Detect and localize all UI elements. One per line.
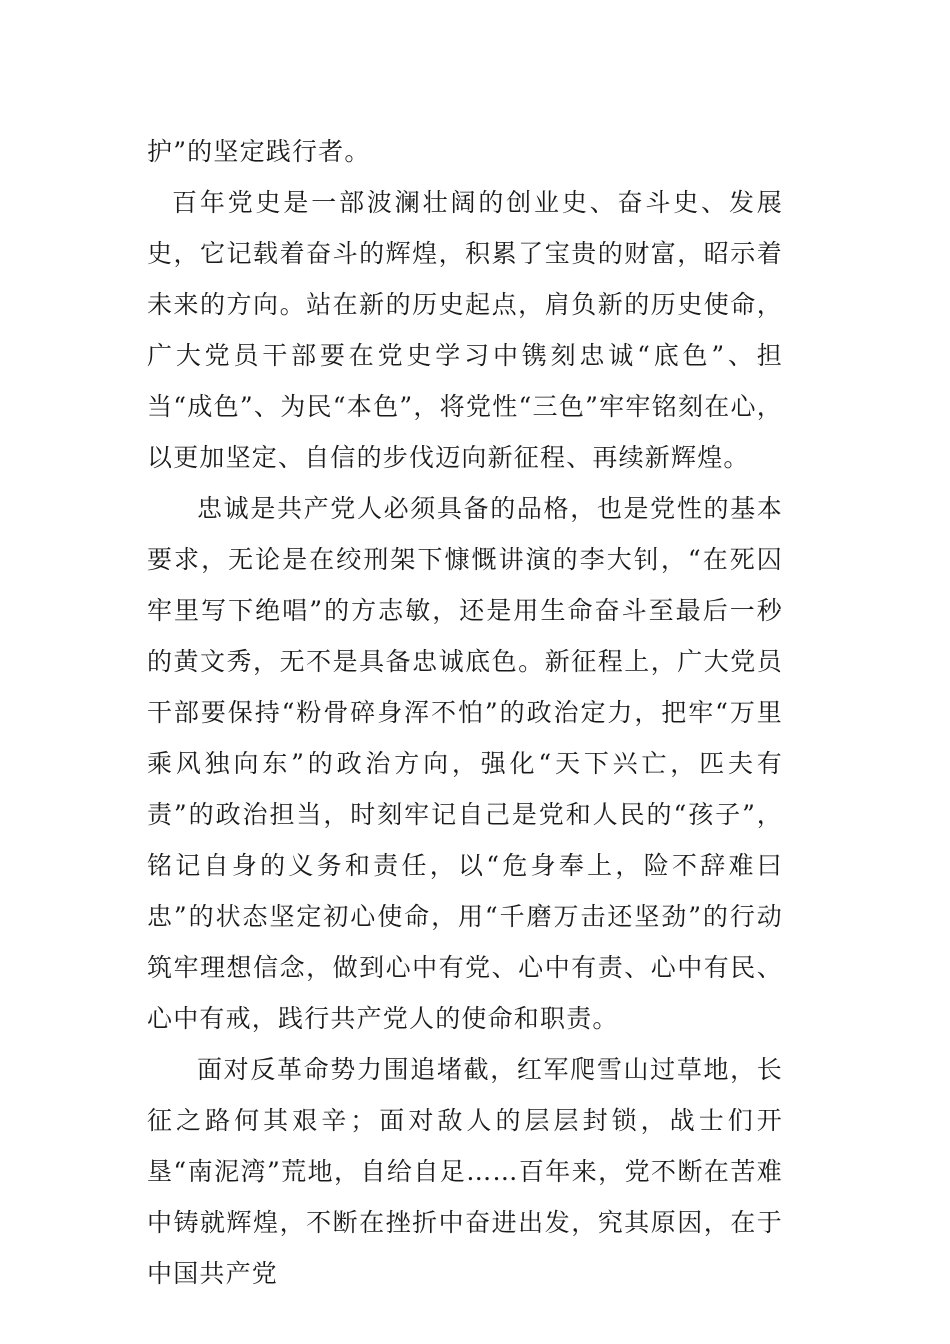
- document-body: [147, 126, 783, 1299]
- paragraph-hardship: 面对反革命势力围追堵截，红军爬雪山过草地，长征之路何其艰辛；面对敌人的层层封锁，战士们开垦“南泥湾”荒地，自给自足……百年来，党不断在苦难中铸就辉煌，不断在挫折中奋进出发，究其原因，在于中国共产党: [147, 1055, 783, 1288]
- paragraph-party-history: 百年党史是一部波澜壮阔的创业史、奋斗史、发展史，它记载着奋斗的辉煌，积累了宝贵的财富，昭示着未来的方向。站在新的历史起点，肩负新的历史使命，广大党员干部要在党史学习中镌刻忠诚“底色”、担当“成色”、为民“本色”，将党性“三色”牢牢铭刻在心，以更加坚定、自信的步伐迈向新征程、再续新辉煌。: [147, 188, 783, 472]
- paragraph-loyalty: 忠诚是共产党人必须具备的品格，也是党性的基本要求，无论是在绞刑架下慷慨讲演的李大钊，“在死囚牢里写下绝唱”的方志敏，还是用生命奋斗至最后一秒的黄文秀，无不是具备忠诚底色。新征程上，广大党员干部要保持“粉骨碎身浑不怕”的政治定力，把牢“万里乘风独向东”的政治方向，强化“天下兴亡，匹夫有责”的政治担当，时刻牢记自己是党和人民的“孩子”，铭记自身的义务和责任，以“危身奉上，险不辞难曰忠”的状态坚定初心使命，用“千磨万击还坚劲”的行动筑牢理想信念，做到心中有党、心中有责、心中有民、心中有戒，践行共产党人的使命和职责。: [147, 494, 783, 1033]
- paragraph-continuation: 护”的坚定践行者。: [147, 137, 371, 166]
